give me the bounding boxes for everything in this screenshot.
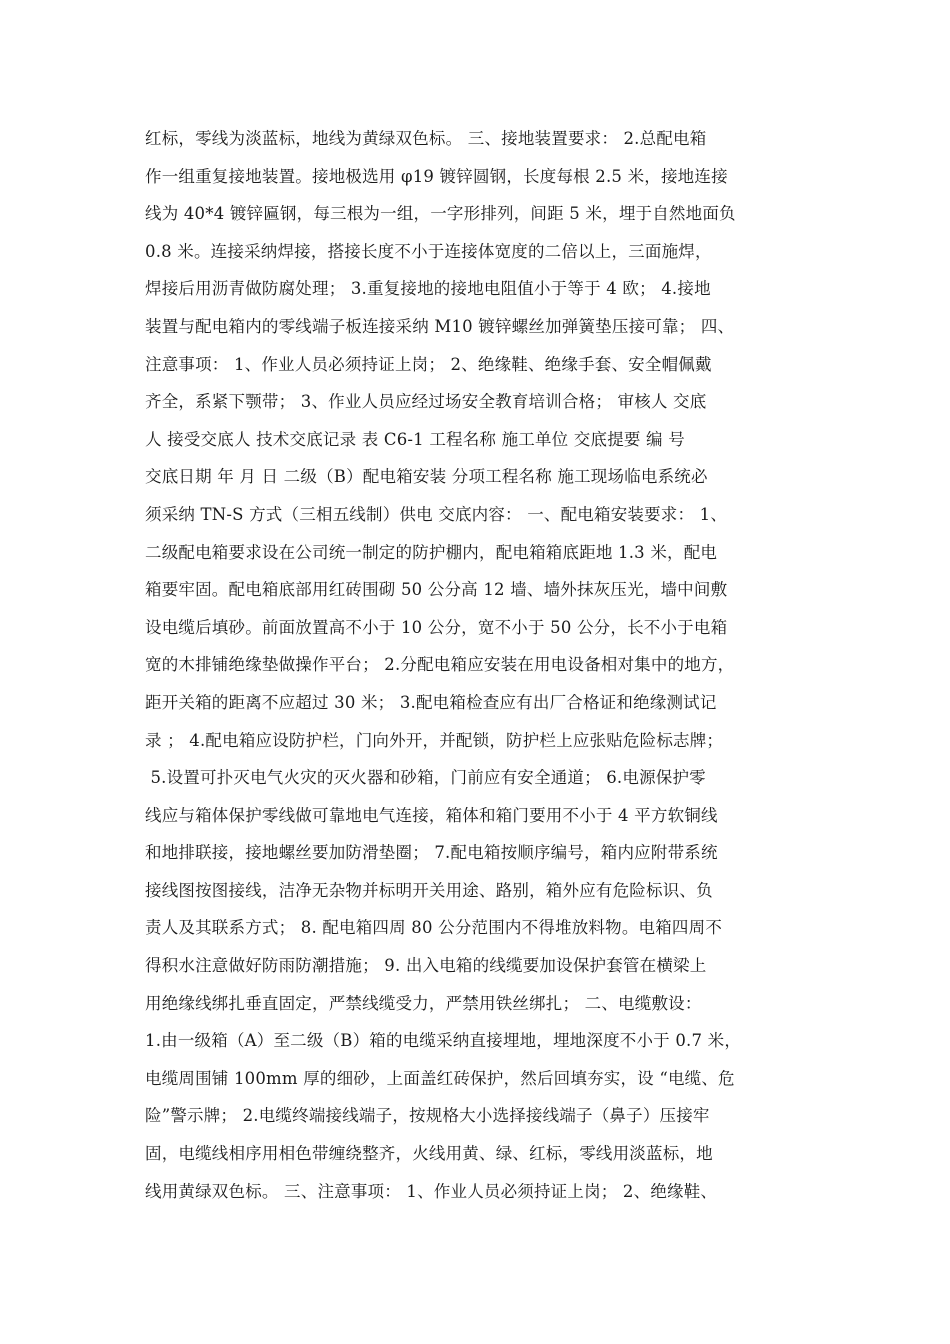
text-line: 焊接后用沥青做防腐处理； 3.重复接地的接地电阻值小于等于 4 欧； 4.接地 [145, 279, 711, 299]
text-line: 箱要牢固。配电箱底部用红砖围砌 50 公分高 12 墙、墙外抹灰压光，墙中间敷 [145, 580, 728, 600]
text-line: 录 ； 4.配电箱应设防护栏，门向外开，并配锁，防护栏上应张贴危险标志牌； [145, 730, 724, 750]
text-line: 装置与配电箱内的零线端子板连接采纳 M10 镀锌螺丝加弹簧垫压接可靠； 四、 [145, 316, 735, 336]
body-text [145, 120, 810, 1210]
text-line: 得积水注意做好防雨防潮措施； 9. 出入电箱的线缆要加设保护套管在横梁上 [145, 956, 707, 976]
text-line: 线用黄绿双色标。 三、注意事项： 1、作业人员必须持证上岗； 2、绝缘鞋、 [145, 1181, 718, 1201]
text-line: 交底日期 年 月 日 二级（B）配电箱安装 分项工程名称 施工现场临电系统必 [145, 467, 708, 487]
text-line: 须采纳 TN-S 方式（三相五线制）供电 交底内容： 一、配电箱安装要求： 1、 [145, 504, 728, 524]
text-line: 5.设置可扑灭电气火灾的灭火器和砂箱，门前应有安全通道； 6.电源保护零 [145, 768, 706, 788]
text-line: 电缆周围铺 100mm 厚的细砂，上面盖红砖保护，然后回填夯实，设 “电缆、危 [145, 1068, 735, 1088]
text-line: 用绝缘线绑扎垂直固定，严禁线缆受力，严禁用铁丝绑扎； 二、电缆敷设： [145, 993, 702, 1013]
text-line: 人 接受交底人 技术交底记录 表 C6-1 工程名称 施工单位 交底提要 编 号 [145, 429, 685, 449]
text-line: 宽的木排铺绝缘垫做操作平台； 2.分配电箱应安装在用电设备相对集中的地方， [145, 655, 735, 675]
text-line: 1.由一级箱（A）至二级（B）箱的电缆采纳直接埋地，埋地深度不小于 0.7 米， [145, 1031, 742, 1051]
text-line: 接线图按图接线，洁净无杂物并标明开关用途、路别，箱外应有危险标识、负 [145, 880, 713, 900]
text-line: 险”警示牌； 2.电缆终端接线端子，按规格大小选择接线端子（鼻子）压接牢 [145, 1106, 710, 1126]
text-line: 作一组重复接地装置。接地极选用 φ19 镀锌圆钢，长度每根 2.5 米，接地连接 [145, 166, 728, 186]
text-line: 二级配电箱要求设在公司统一制定的防护棚内，配电箱箱底距地 1.3 米，配电 [145, 542, 718, 562]
text-line: 齐全，系紧下颚带； 3、作业人员应经过场安全教育培训合格； 审核人 交底 [145, 392, 707, 412]
text-line: 0.8 米。连接采纳焊接，搭接长度不小于连接体宽度的二倍以上，三面施焊， [145, 241, 712, 261]
text-line: 责人及其联系方式； 8. 配电箱四周 80 公分范围内不得堆放料物。电箱四周不 [145, 918, 723, 938]
text-line: 距开关箱的距离不应超过 30 米； 3.配电箱检查应有出厂合格证和绝缘测试记 [145, 692, 717, 712]
text-line: 设电缆后填砂。前面放置高不小于 10 公分，宽不小于 50 公分，长不小于电箱 [145, 617, 728, 637]
text-line: 固，电缆线相序用相色带缠绕整齐，火线用黄、绿、红标，零线用淡蓝标，地 [145, 1144, 713, 1164]
text-line: 红标，零线为淡蓝标，地线为黄绿双色标。 三、接地装置要求： 2.总配电箱 [145, 129, 707, 148]
text-line: 线为 40*4 镀锌匾钢，每三根为一组，一字形排列，间距 5 米，埋于自然地面负 [145, 204, 736, 224]
text-line: 注意事项： 1、作业人员必须持证上岗； 2、绝缘鞋、绝缘手套、安全帽佩戴 [145, 354, 712, 374]
text-line: 线应与箱体保护零线做可靠地电气连接，箱体和箱门要用不小于 4 平方软铜线 [145, 805, 718, 825]
text-line: 和地排联接，接地螺丝要加防滑垫圈； 7.配电箱按顺序编号，箱内应附带系统 [145, 843, 718, 863]
